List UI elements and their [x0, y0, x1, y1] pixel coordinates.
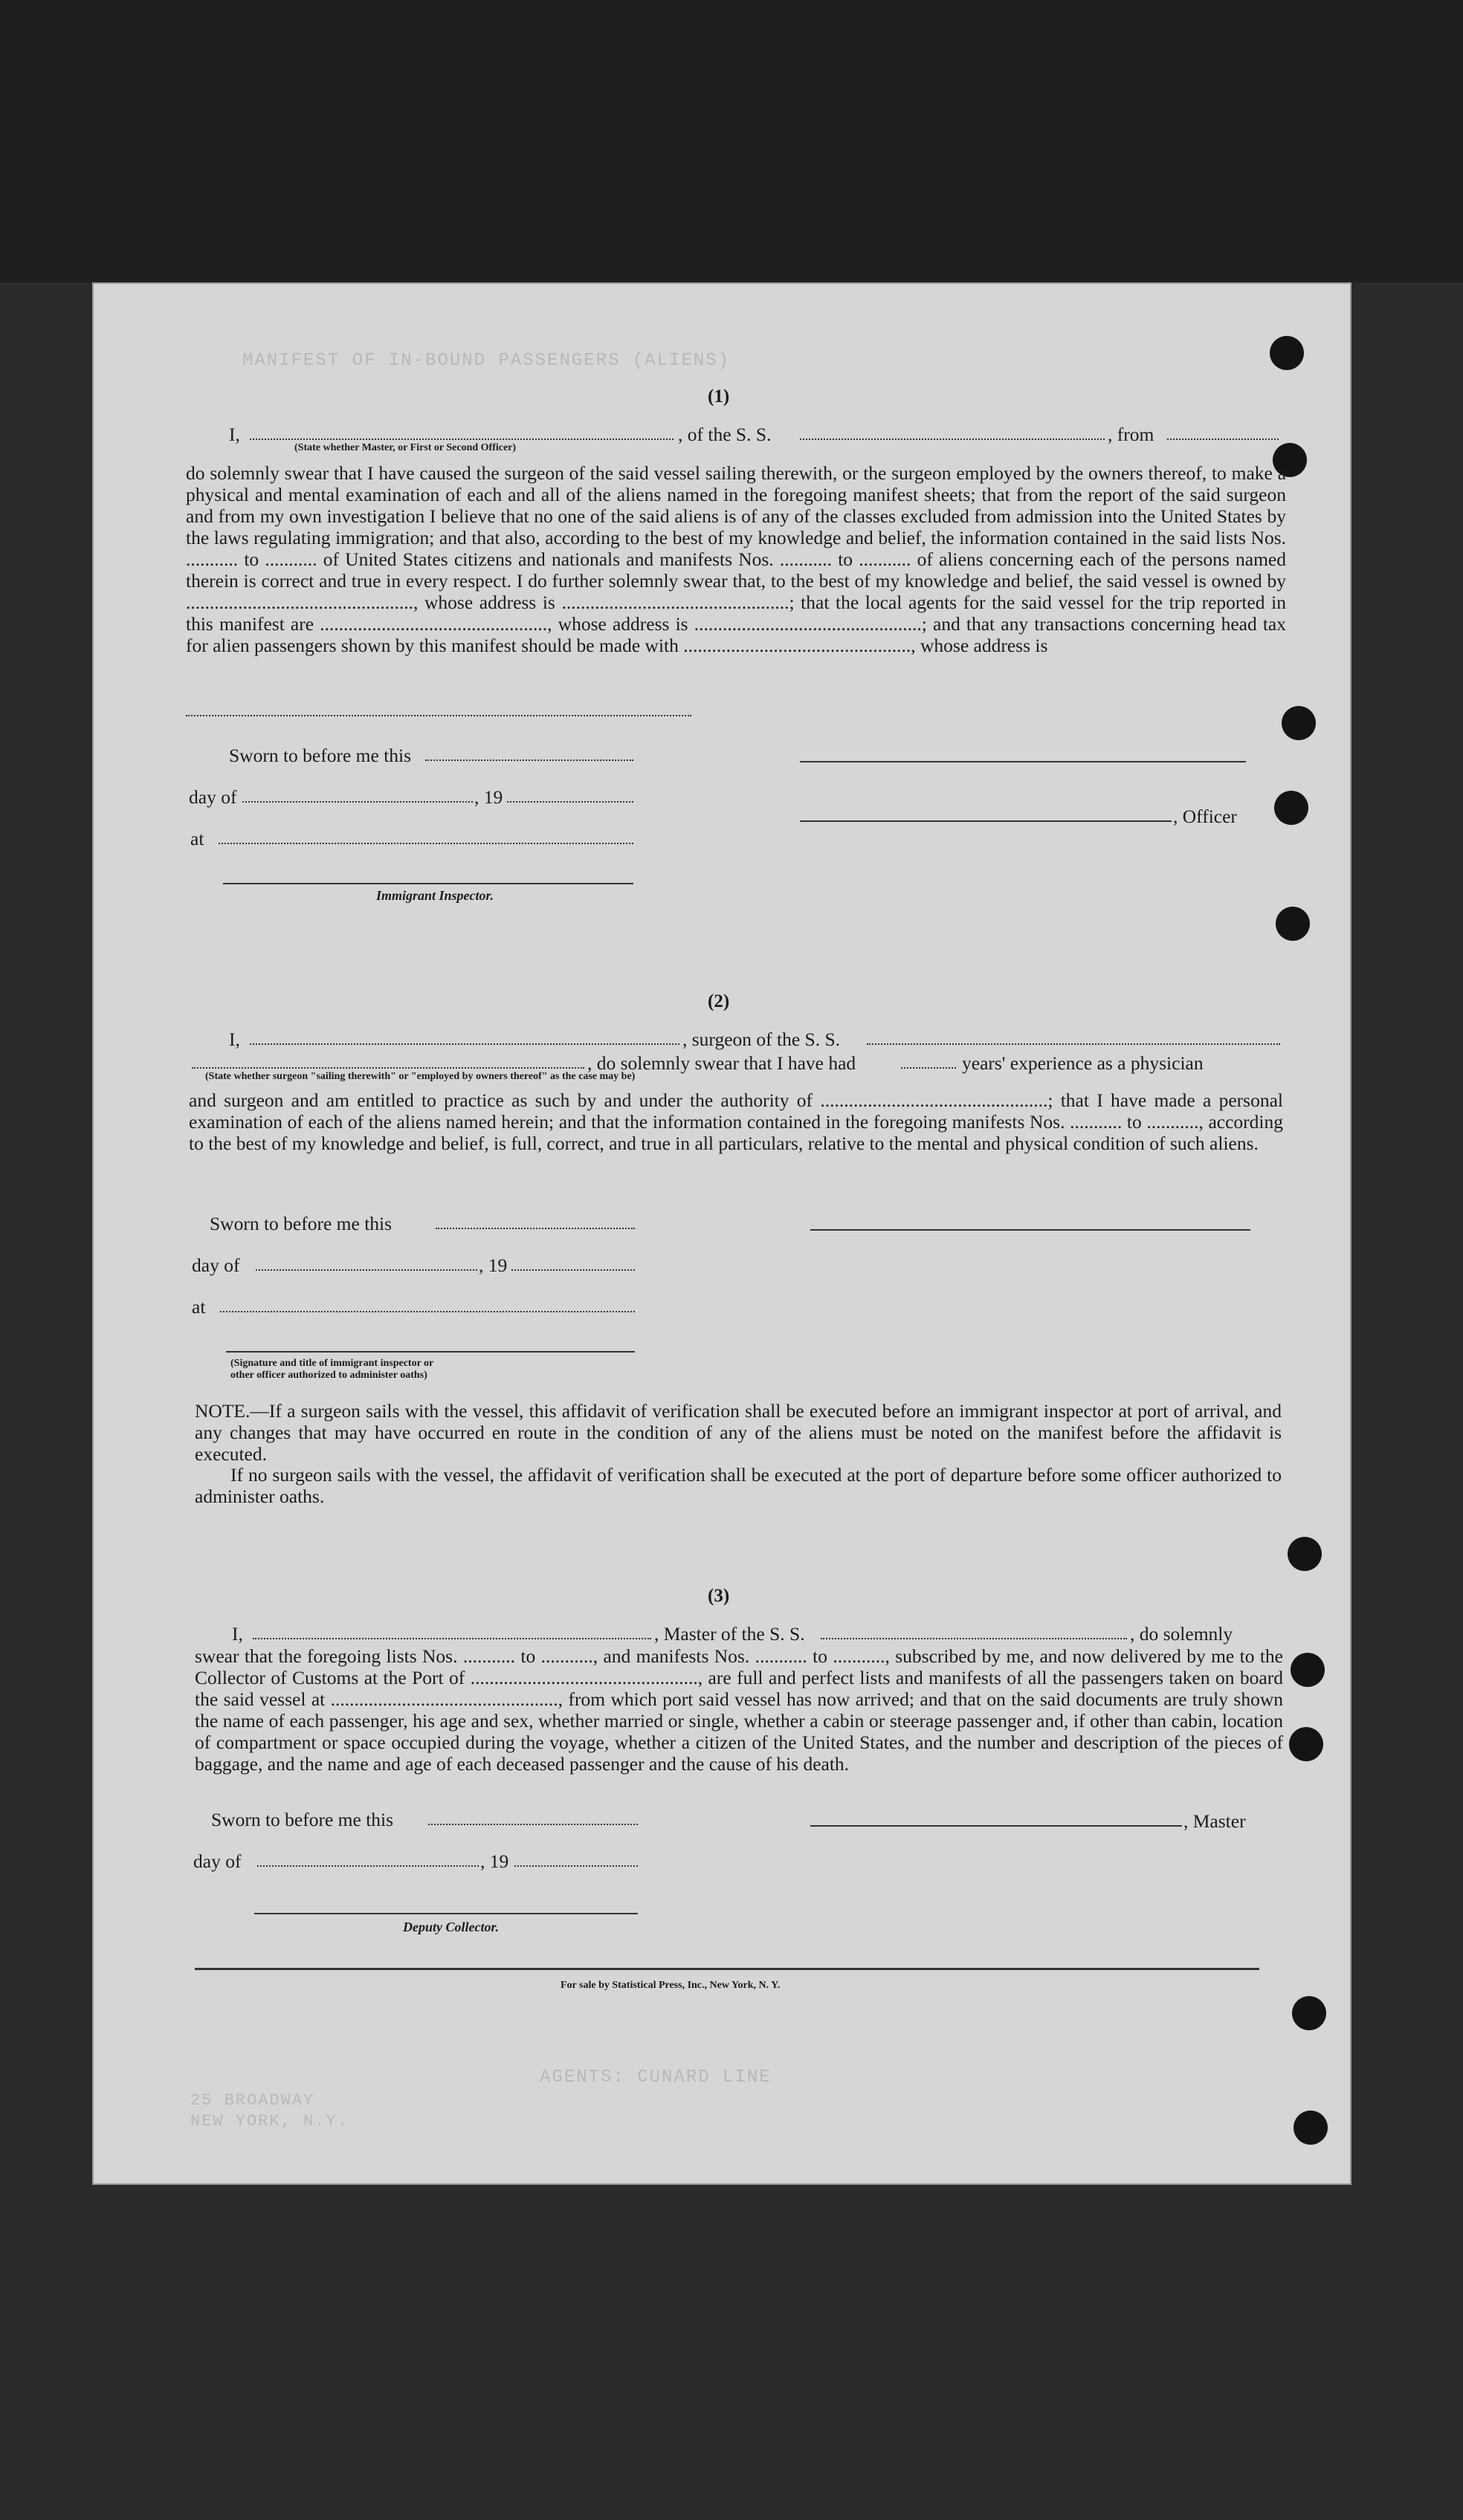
- section-1-number: (1): [708, 386, 730, 406]
- s3-master-of-label: , Master of the S. S.: [654, 1623, 805, 1645]
- s3-master-label: , Master: [1183, 1810, 1246, 1832]
- ghost-agent-3: NEW YORK, N.Y.: [190, 2112, 349, 2131]
- s1-signature-line-1[interactable]: [800, 761, 1246, 762]
- note-paragraph-2: If no surgeon sails with the vessel, the affidavit of verification shall be executed at the port of departure before some officer authorized to administer oaths.: [195, 1464, 1282, 1507]
- s1-19-label: , 19: [474, 786, 503, 808]
- s3-sworn-label: Sworn to before me this: [211, 1809, 394, 1830]
- s2-years-field[interactable]: [901, 1067, 956, 1069]
- s2-year-field[interactable]: [511, 1269, 635, 1271]
- s1-officer-label: , Officer: [1173, 806, 1237, 827]
- ghost-agent-1: AGENTS: CUNARD LINE: [540, 2067, 772, 2087]
- s1-head-tax-address-field[interactable]: [186, 715, 691, 716]
- s2-sworn-label: Sworn to before me this: [210, 1213, 393, 1234]
- s3-deputy-label: Deputy Collector.: [403, 1920, 499, 1934]
- s1-at-field[interactable]: [219, 843, 633, 844]
- s2-state-note: (State whether surgeon "sailing therewith" or "employed by owners thereof" as the case may be): [205, 1071, 636, 1082]
- punch-hole: [1282, 706, 1316, 740]
- s1-state-note: (State whether Master, or First or Second Officer): [294, 442, 517, 453]
- s2-19-label: , 19: [479, 1254, 508, 1276]
- s3-day-field[interactable]: [257, 1865, 479, 1867]
- s3-name-field[interactable]: [253, 1638, 651, 1639]
- s2-surgeon-of-label: , surgeon of the S. S.: [682, 1029, 841, 1050]
- punch-hole: [1291, 1653, 1325, 1687]
- s1-day-of-label: day of: [189, 786, 237, 808]
- s1-vessel-field[interactable]: [800, 438, 1105, 440]
- s2-i-label: I,: [229, 1029, 240, 1050]
- s1-inspector-signature-line[interactable]: [223, 883, 633, 884]
- footer-rule: [195, 1968, 1259, 1970]
- s1-from-field[interactable]: [1167, 438, 1279, 440]
- s2-at-label: at: [192, 1296, 206, 1318]
- note-paragraph-1: NOTE.—If a surgeon sails with the vessel, this affidavit of verification shall be executed before an immigrant inspector at port of arrival, and any changes that may have occurred en route in the condition of any of the aliens must be noted on the manifest before the affidavit is executed.: [195, 1400, 1282, 1465]
- s3-collector-signature-line[interactable]: [254, 1913, 638, 1914]
- punch-hole: [1288, 1537, 1322, 1571]
- s1-at-label: at: [190, 828, 204, 849]
- s2-oath-paragraph: and surgeon and am entitled to practice as such by and under the authority of ................................................; that I have made a personal examination of each of the aliens named herein; and that the information contained in the foregoing manifests Nos. ........... to ..........., according to the best of my knowledge and belief, is full, correct, and true in all particulars, relative to the mental and physical condition of such aliens.: [189, 1089, 1283, 1154]
- ghost-header: MANIFEST OF IN-BOUND PASSENGERS (ALIENS): [242, 351, 731, 371]
- s1-sworn-label: Sworn to before me this: [229, 745, 412, 766]
- s3-master-signature-line[interactable]: [810, 1825, 1182, 1827]
- printer-credit: For sale by Statistical Press, Inc., New York, N. Y.: [561, 1980, 781, 1991]
- s1-inspector-label: Immigrant Inspector.: [376, 888, 494, 903]
- s1-year-field[interactable]: [507, 801, 633, 803]
- section-3-number: (3): [708, 1586, 730, 1606]
- s2-status-field[interactable]: [192, 1067, 584, 1069]
- s3-day-of-label: day of: [193, 1850, 242, 1872]
- s2-at-field[interactable]: [220, 1311, 635, 1312]
- punch-hole: [1274, 791, 1308, 825]
- punch-hole: [1270, 336, 1304, 370]
- s2-years-label: years' experience as a physician: [962, 1052, 1204, 1074]
- punch-hole: [1276, 907, 1310, 941]
- manifest-back-sheet: [92, 282, 1351, 2185]
- s1-from-label: , from: [1108, 424, 1154, 445]
- s1-day-field[interactable]: [242, 801, 473, 803]
- punch-hole: [1292, 1996, 1326, 2030]
- s3-19-label: , 19: [480, 1850, 509, 1872]
- s2-sworn-field[interactable]: [436, 1228, 635, 1229]
- punch-hole: [1294, 2111, 1328, 2145]
- s1-sworn-field[interactable]: [425, 759, 633, 761]
- s3-vessel-field[interactable]: [821, 1638, 1127, 1639]
- s3-i-label: I,: [232, 1623, 243, 1645]
- s1-i-label: I,: [229, 424, 240, 445]
- section-2-number: (2): [708, 991, 730, 1011]
- s3-solemnly-label: , do solemnly: [1130, 1623, 1233, 1645]
- s2-sig-note-2: other officer authorized to administer oaths): [230, 1370, 427, 1381]
- s3-sworn-field[interactable]: [428, 1824, 638, 1825]
- s1-of-ss-label: , of the S. S.: [678, 424, 772, 445]
- s1-officer-signature-line[interactable]: [800, 820, 1172, 822]
- s2-surgeon-signature-line[interactable]: [810, 1229, 1250, 1231]
- s2-day-field[interactable]: [256, 1269, 477, 1271]
- s3-year-field[interactable]: [514, 1865, 638, 1867]
- s2-swear-label: , do solemnly swear that I have had: [587, 1052, 856, 1074]
- s1-rank-field[interactable]: [250, 438, 674, 440]
- s2-vessel-field[interactable]: [867, 1043, 1280, 1045]
- s2-day-of-label: day of: [192, 1254, 240, 1276]
- s3-oath-paragraph: swear that the foregoing lists Nos. ........... to ..........., and manifests Nos. ........... to ..........., subscribed by me, and now delivered by me to the Collector of Customs at the Port of ................................................, are full and perfect lists and manifests of all the passengers taken on board the said vessel at ................................................, from which port said vessel has now arrived; and that on the said documents are truly shown the name of each passenger, his age and sex, whether married or single, whether a cabin or steerage passenger and, if other than cabin, location of compartment or space occupied during the voyage, whether a citizen of the United States, and the number and description of the pieces of baggage, and the name and age of each deceased passenger and the cause of his death.: [195, 1645, 1283, 1775]
- s1-oath-paragraph: do solemnly swear that I have caused the surgeon of the said vessel sailing therewith, or the surgeon employed by the owners thereof, to make a physical and mental examination of each and all of the aliens named in the foregoing manifest sheets; that from the report of the said surgeon and from my own investigation I believe that no one of the said aliens is of any of the classes excluded from admission into the United States by the laws regulating immigration; and that also, according to the best of my knowledge and belief, the information contained in the said lists Nos. ........... to ........... of United States citizens and nationals and manifests Nos. ........... to ........... of aliens concerning each of the persons named therein is correct and true in every respect. I do further solemnly swear that, to the best of my knowledge and belief, the said vessel is owned by ................................................, whose address is ................................................; that the local agents for the said vessel for the trip reported in this manifest are ................................................, whose address is ................................................; and that any transactions concerning head tax for alien passengers shown by this manifest should be made with ................................................, whose address is: [186, 462, 1286, 656]
- s2-sig-note-1: (Signature and title of immigrant inspector or: [230, 1358, 434, 1369]
- s2-officer-signature-line[interactable]: [226, 1351, 635, 1353]
- s2-name-field[interactable]: [250, 1043, 679, 1045]
- ghost-agent-2: 25 BROADWAY: [190, 2091, 315, 2110]
- scan-background: [0, 0, 1463, 282]
- punch-hole: [1289, 1727, 1323, 1761]
